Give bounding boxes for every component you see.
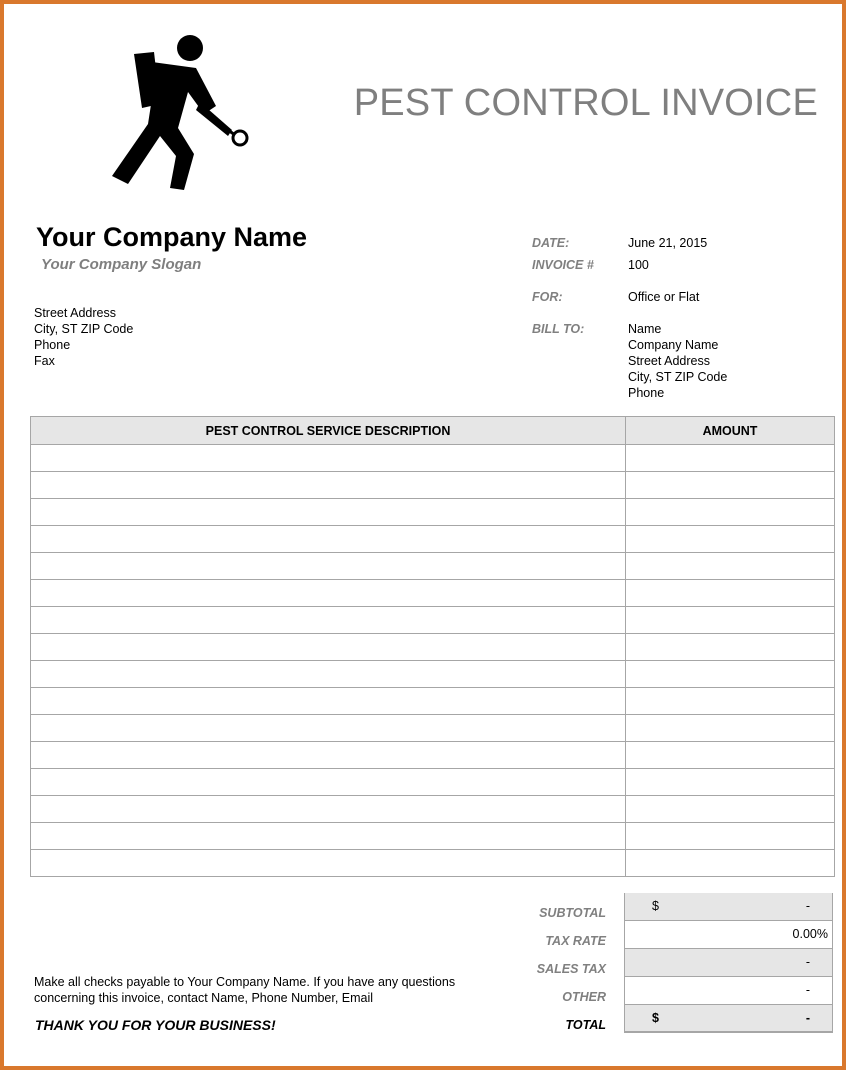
description-cell[interactable] xyxy=(31,688,626,715)
total-cell xyxy=(624,1005,833,1033)
table-row xyxy=(31,850,835,877)
amount-cell[interactable] xyxy=(626,445,835,472)
payment-note-line: Make all checks payable to Your Company Name. If you have any questions xyxy=(34,975,456,989)
description-cell[interactable] xyxy=(31,607,626,634)
subtotal-currency: $ xyxy=(652,899,659,913)
sales-tax-label: SALES TAX xyxy=(536,962,606,976)
company-fax: Fax xyxy=(34,354,55,368)
description-cell[interactable] xyxy=(31,634,626,661)
amount-cell[interactable] xyxy=(626,499,835,526)
tax-rate-cell[interactable] xyxy=(624,921,833,949)
amount-cell[interactable] xyxy=(626,526,835,553)
bill-to-label: BILL TO: xyxy=(532,322,585,336)
description-cell[interactable] xyxy=(31,796,626,823)
payment-note-line: concerning this invoice, contact Name, Phone Number, Email xyxy=(34,991,374,1005)
company-name: Your Company Name xyxy=(36,222,308,252)
amount-cell[interactable] xyxy=(626,850,835,877)
description-cell[interactable] xyxy=(31,769,626,796)
amount-cell[interactable] xyxy=(626,472,835,499)
amount-cell[interactable] xyxy=(626,688,835,715)
table-row xyxy=(31,607,835,634)
table-row xyxy=(31,553,835,580)
description-cell[interactable] xyxy=(31,580,626,607)
other-cell[interactable] xyxy=(624,977,833,1005)
table-row xyxy=(31,580,835,607)
bill-to-phone: Phone xyxy=(628,386,665,400)
table-row xyxy=(31,769,835,796)
total-label: TOTAL xyxy=(565,1018,606,1032)
table-row xyxy=(31,742,835,769)
description-cell[interactable] xyxy=(31,472,626,499)
description-cell[interactable] xyxy=(31,499,626,526)
bill-to-name: Name xyxy=(628,322,662,336)
sales-tax-value: - xyxy=(805,955,810,969)
description-cell[interactable] xyxy=(31,445,626,472)
other-label: OTHER xyxy=(562,990,606,1004)
date-label: DATE: xyxy=(532,236,570,250)
amount-cell[interactable] xyxy=(626,769,835,796)
tax-rate-label: TAX RATE xyxy=(545,934,606,948)
table-row xyxy=(31,634,835,661)
company-city-state-zip: City, ST ZIP Code xyxy=(34,322,134,336)
amount-cell[interactable] xyxy=(626,580,835,607)
subtotal-label: SUBTOTAL xyxy=(539,906,606,920)
table-row xyxy=(31,445,835,472)
description-cell[interactable] xyxy=(31,526,626,553)
amount-cell[interactable] xyxy=(626,742,835,769)
payment-note xyxy=(34,974,494,1006)
sales-tax-cell xyxy=(624,949,833,977)
bill-to-street: Street Address xyxy=(628,354,710,368)
amount-cell[interactable] xyxy=(626,634,835,661)
subtotal-value: - xyxy=(805,899,810,913)
amount-cell[interactable] xyxy=(626,553,835,580)
pest-sprayer-person-icon xyxy=(104,32,254,192)
other-value: - xyxy=(805,983,810,997)
company-phone: Phone xyxy=(34,338,71,352)
thank-you-message: THANK YOU FOR YOUR BUSINESS! xyxy=(35,1017,276,1033)
service-items-table xyxy=(30,416,835,877)
invoice-number-value: 100 xyxy=(628,258,649,272)
description-column-header: PEST CONTROL SERVICE DESCRIPTION xyxy=(31,417,626,445)
subtotal-cell xyxy=(624,893,833,921)
table-row xyxy=(31,661,835,688)
table-row xyxy=(31,499,835,526)
table-row xyxy=(31,472,835,499)
amount-cell[interactable] xyxy=(626,661,835,688)
company-slogan: Your Company Slogan xyxy=(41,256,202,273)
table-header-row xyxy=(31,417,835,445)
table-row xyxy=(31,823,835,850)
for-label: FOR: xyxy=(532,290,563,304)
bill-to-city-state-zip: City, ST ZIP Code xyxy=(628,370,728,384)
tax-rate-value: 0.00% xyxy=(792,927,828,941)
company-street-address: Street Address xyxy=(34,306,116,320)
description-cell[interactable] xyxy=(31,850,626,877)
table-row xyxy=(31,526,835,553)
table-row xyxy=(31,688,835,715)
description-cell[interactable] xyxy=(31,823,626,850)
amount-cell[interactable] xyxy=(626,796,835,823)
date-value: June 21, 2015 xyxy=(628,236,708,250)
invoice-number-label: INVOICE # xyxy=(532,258,594,272)
description-cell[interactable] xyxy=(31,742,626,769)
amount-column-header: AMOUNT xyxy=(626,417,835,445)
amount-cell[interactable] xyxy=(626,607,835,634)
description-cell[interactable] xyxy=(31,661,626,688)
amount-cell[interactable] xyxy=(626,823,835,850)
table-row xyxy=(31,796,835,823)
invoice-title: PEST CONTROL INVOICE xyxy=(353,82,818,124)
total-value: - xyxy=(805,1011,810,1025)
description-cell[interactable] xyxy=(31,553,626,580)
table-row xyxy=(31,715,835,742)
amount-cell[interactable] xyxy=(626,715,835,742)
description-cell[interactable] xyxy=(31,715,626,742)
for-value: Office or Flat xyxy=(628,290,700,304)
bill-to-company: Company Name xyxy=(628,338,719,352)
total-currency: $ xyxy=(652,1011,659,1025)
